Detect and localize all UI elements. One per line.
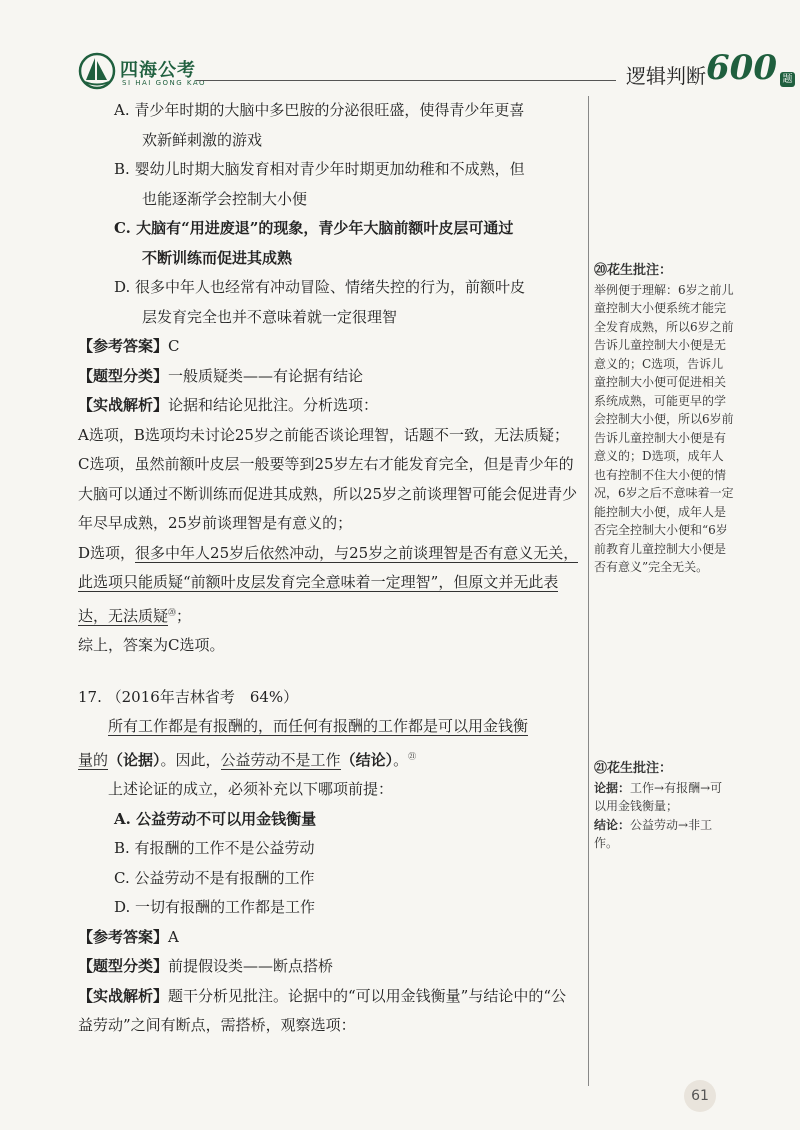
q17-stem: 所有工作都是有报酬的，而任何有报酬的工作都是可以用金钱衡 量的（论据）。因此，公益劳动不是工作（结论）。$^㉑$ [78, 717, 529, 769]
q16-option-a: A. 青少年时期的大脑中多巴胺的分泌很旺盛，使得青少年更喜 欢新鲜刺激的游戏 [114, 101, 525, 149]
q16-option-d: D. 很多中年人也经常有冲动冒险、情绪失控的行为，前额叶皮 层发育完全也并不意味着就一定很理智 [114, 278, 526, 326]
page-header [78, 46, 793, 92]
side-note-21-title: ㉑花生批注： [594, 761, 673, 776]
q17-prompt: 上述论证的成立，必须补充以下哪项前提： [108, 780, 394, 798]
q17-option-b: B. 有报酬的工作不是公益劳动 [114, 839, 315, 857]
q16-type: 【题型分类】一般质疑类——有论据有结论 [78, 366, 364, 385]
q16-analysis-c: C选项，虽然前额叶皮层一般要等到25岁左右才能发育完全，但是青少年的大脑可以通过不断训练而促进其成熟，所以25岁之前谈理智可能会促进青少年尽早成熟，25岁前谈理智是有意义的； [78, 455, 578, 532]
main-content [78, 96, 580, 1041]
page-number: 61 [684, 1080, 716, 1112]
book-number: 600 [706, 48, 777, 88]
side-note-20-body: 举例便于理解：6岁之前儿童控制大小便系统才能完全发育成熟，所以6岁之前告诉儿童控制大小便是无意义的；C选项，告诉儿童控制大小便可促进相关系统成熟，可能更早的学会控制大小便，所以6岁前告诉儿童控制大小便是有意义的；D选项，成年人也有控制不住大小便的情况，6岁之后不意味着一定能控制大小便，成年人是否完全控制大小便和“6岁前教育儿童控制大小便是否有意义”完全无关。 [594, 282, 734, 574]
q16-conclusion: 综上，答案为C选项。 [78, 636, 225, 654]
q17-type: 【题型分类】前提假设类——断点搭桥 [78, 957, 334, 975]
q17-option-a: A. 公益劳动不可以用金钱衡量 [114, 809, 317, 828]
q17-answer: 【参考答案】A [78, 927, 179, 946]
q17-option-d: D. 一切有报酬的工作都是工作 [114, 898, 316, 916]
side-note-20 [594, 262, 734, 577]
q16-option-c: C. 大脑有“用进废退”的现象，青少年大脑前额叶皮层可通过 不断训练而促进其成熟 [114, 219, 514, 267]
q16-analysis-d: D选项，很多中年人25岁后依然冲动，与25岁之前谈理智是否有意义无关，此选项只能质疑“前额叶皮层发育完全意味着一定理智”，但原文并无此表达，无法质疑⑳； [78, 543, 579, 625]
q16-analysis-ab: A选项，B选项均未讨论25岁之前能否谈论理智，话题不一致，无法质疑； [78, 425, 569, 444]
q17-heading: 17. （2016年吉林省考 64%） [78, 687, 299, 706]
side-note-21-line2: 结论：公益劳动→非工作。 [594, 817, 713, 850]
q17-option-c: C. 公益劳动不是有报酬的工作 [114, 868, 315, 887]
side-note-20-title: ⑳花生批注： [594, 263, 673, 278]
sailboat-logo-icon [78, 52, 116, 90]
brand-name: 四海公考 [120, 60, 196, 81]
brand-name-en: SI HAI GONG KAO [122, 79, 207, 87]
book-number-suffix: 题 [780, 72, 795, 87]
margin-divider [588, 96, 589, 1086]
book-title: 逻辑判断 [626, 64, 706, 88]
q16-analysis-intro: 【实战解析】论据和结论见批注。分析选项： [78, 396, 379, 414]
header-divider [196, 80, 616, 81]
side-note-21-line1: 论据：工作→有报酬→可以用金钱衡量； [594, 780, 723, 813]
q16-answer: 【参考答案】C [78, 337, 180, 355]
q17-analysis: 【实战解析】题干分析见批注。论据中的“可以用金钱衡量”与结论中的“公益劳动”之间有断点，需搭桥，观察选项： [78, 986, 567, 1034]
side-note-21 [594, 760, 734, 853]
q16-option-b: B. 婴幼儿时期大脑发育相对青少年时期更加幼稚和不成熟，但 也能逐渐学会控制大小便 [114, 160, 525, 208]
